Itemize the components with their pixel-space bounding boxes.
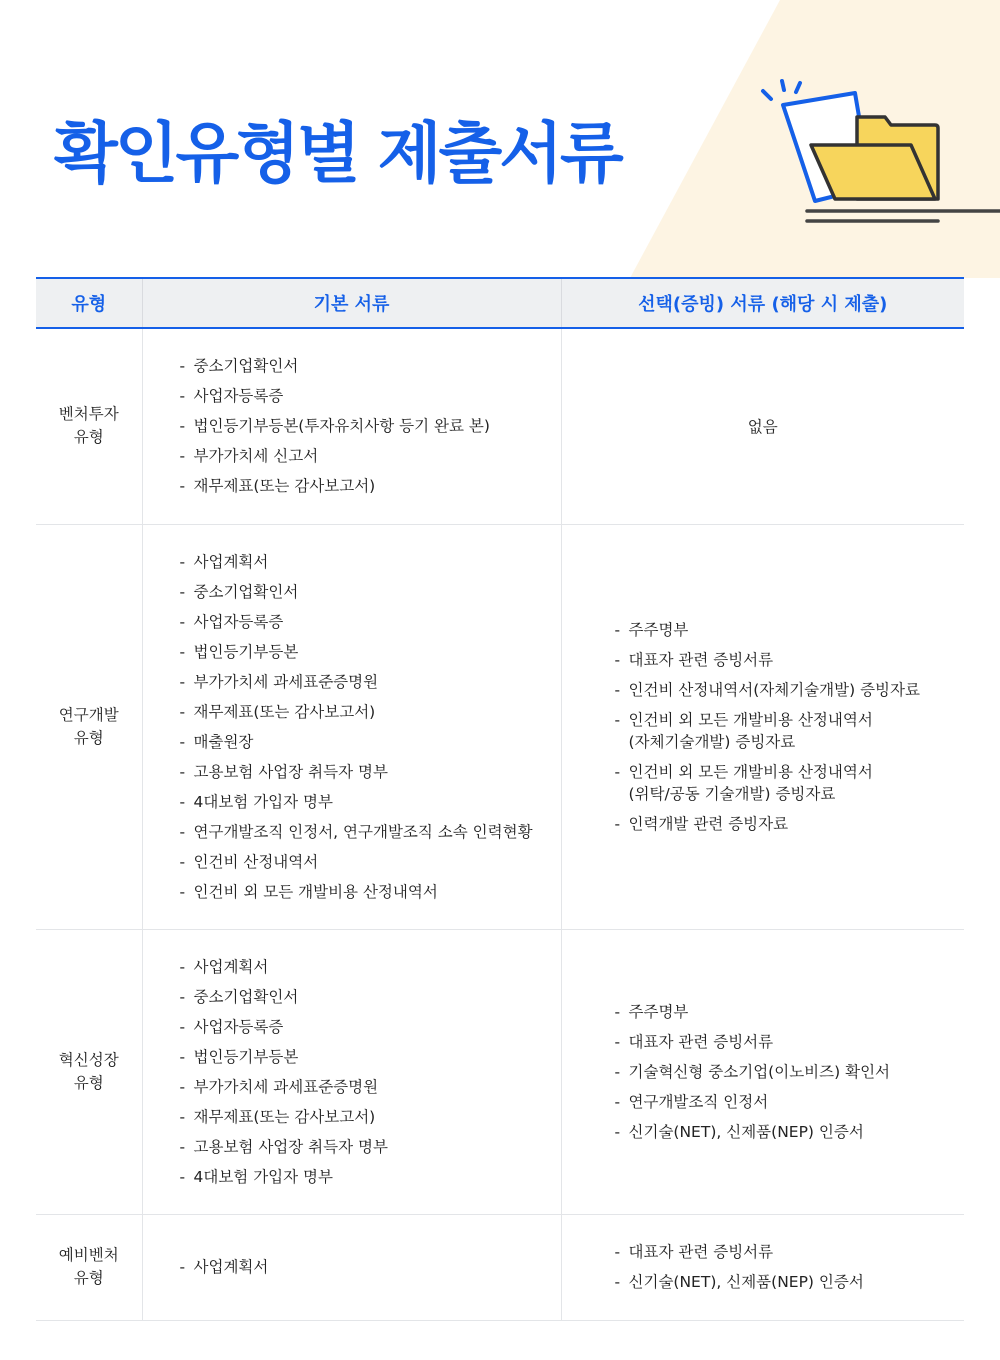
table-row [36, 929, 964, 1214]
type-label: 예비벤처 [58, 1246, 119, 1264]
optional-document-line: - 주주명부 [628, 1002, 689, 1021]
optional-document-line: - 기술혁신형 중소기업(이노비즈) 확인서 [628, 1062, 891, 1081]
optional-none-text: 없음 [747, 418, 778, 437]
optional-document-line: (위탁/공동 기술개발) 증빙자료 [628, 784, 836, 803]
optional-document-item [615, 1241, 964, 1263]
basic-document-item: - 중소기업확인서 [180, 986, 560, 1008]
optional-document-item [615, 1061, 964, 1083]
page-title: 확인유형별 제출서류 [54, 115, 621, 192]
type-label: 연구개발 [58, 705, 119, 724]
type-cell [36, 524, 142, 929]
basic-document-item: - 사업계획서 [180, 1256, 560, 1278]
optional-documents-cell [561, 929, 964, 1214]
table-row [36, 1214, 964, 1320]
optional-document-line: (자체기술개발) 증빙자료 [628, 732, 796, 751]
basic-documents-cell [142, 1214, 561, 1320]
basic-document-item: - 법인등기부등본 [180, 641, 560, 663]
basic-document-item: - 고용보험 사업장 취득자 명부 [180, 761, 560, 783]
header-optional-documents: 선택(증빙) 서류 (해당 시 제출) [561, 278, 964, 328]
optional-document-line: - 인건비 산정내역서(자체기술개발) 증빙자료 [628, 680, 920, 699]
header-type: 유형 [36, 278, 142, 328]
basic-document-item: - 인건비 외 모든 개발비용 산정내역서 [180, 881, 560, 903]
basic-document-item: - 인건비 산정내역서 [180, 851, 560, 873]
optional-documents-cell [561, 524, 964, 929]
optional-document-item [615, 1121, 964, 1143]
basic-documents-cell [142, 524, 561, 929]
basic-document-item: - 매출원장 [180, 731, 560, 753]
basic-document-item: - 재무제표(또는 감사보고서) [180, 701, 560, 723]
type-cell [36, 328, 142, 524]
type-label: 유형 [73, 1269, 104, 1287]
optional-document-item [615, 1031, 964, 1053]
optional-documents-cell [561, 1214, 964, 1320]
basic-document-item: - 4대보험 가입자 명부 [180, 1166, 560, 1188]
basic-document-item: - 사업자등록증 [180, 611, 560, 633]
basic-document-item: - 사업계획서 [180, 956, 560, 978]
basic-document-item: - 법인등기부등본 [180, 1046, 560, 1068]
optional-document-line: - 대표자 관련 증빙서류 [628, 1243, 774, 1261]
optional-document-item [615, 709, 964, 753]
folder-with-document-icon [745, 75, 1000, 235]
table-row [36, 328, 964, 524]
optional-document-item [615, 649, 964, 671]
basic-document-item: - 재무제표(또는 감사보고서) [180, 1106, 560, 1128]
basic-documents-cell [142, 929, 561, 1214]
table-row [36, 524, 964, 929]
optional-document-line: - 신기술(NET), 신제품(NEP) 인증서 [628, 1273, 864, 1291]
basic-document-item: - 사업자등록증 [180, 385, 560, 407]
basic-documents-cell [142, 328, 561, 524]
optional-document-item [615, 1091, 964, 1113]
basic-document-item: - 고용보험 사업장 취득자 명부 [180, 1136, 560, 1158]
basic-document-item: - 사업자등록증 [180, 1016, 560, 1038]
optional-documents-cell [561, 328, 964, 524]
optional-document-line: - 대표자 관련 증빙서류 [628, 650, 774, 669]
table-header [36, 278, 964, 328]
type-label: 혁신성장 [58, 1050, 119, 1069]
optional-document-line: - 주주명부 [628, 620, 689, 639]
basic-document-item: - 부가가치세 신고서 [180, 445, 560, 467]
type-label: 유형 [73, 1073, 104, 1092]
optional-document-item [615, 619, 964, 641]
type-cell [36, 929, 142, 1214]
optional-document-item [615, 679, 964, 701]
basic-document-item: - 중소기업확인서 [180, 581, 560, 603]
optional-document-item [615, 813, 964, 835]
optional-document-line: - 인력개발 관련 증빙자료 [628, 814, 789, 833]
basic-document-item: - 중소기업확인서 [180, 355, 560, 377]
optional-document-line: - 연구개발조직 인정서 [628, 1092, 769, 1111]
basic-document-item: - 재무제표(또는 감사보고서) [180, 475, 560, 497]
type-label: 유형 [73, 428, 104, 447]
basic-document-item: - 4대보험 가입자 명부 [180, 791, 560, 813]
optional-document-line: - 인건비 외 모든 개발비용 산정내역서 [628, 762, 873, 781]
optional-document-item [615, 1271, 964, 1293]
optional-document-line: - 신기술(NET), 신제품(NEP) 인증서 [628, 1122, 864, 1141]
type-label: 벤처투자 [58, 405, 119, 424]
header-basic-documents: 기본 서류 [142, 278, 561, 328]
basic-document-item: - 사업계획서 [180, 551, 560, 573]
basic-document-item: - 부가가치세 과세표준증명원 [180, 671, 560, 693]
type-cell [36, 1214, 142, 1320]
type-label: 유형 [73, 728, 104, 747]
basic-document-item: - 연구개발조직 인정서, 연구개발조직 소속 인력현황 [180, 821, 560, 843]
optional-document-line: - 인건비 외 모든 개발비용 산정내역서 [628, 710, 873, 729]
optional-document-line: - 대표자 관련 증빙서류 [628, 1032, 774, 1051]
basic-document-item: - 부가가치세 과세표준증명원 [180, 1076, 560, 1098]
optional-document-item [615, 1001, 964, 1023]
basic-document-item: - 법인등기부등본(투자유치사항 등기 완료 본) [180, 415, 560, 437]
documents-table [36, 277, 964, 1321]
optional-document-item [615, 761, 964, 805]
